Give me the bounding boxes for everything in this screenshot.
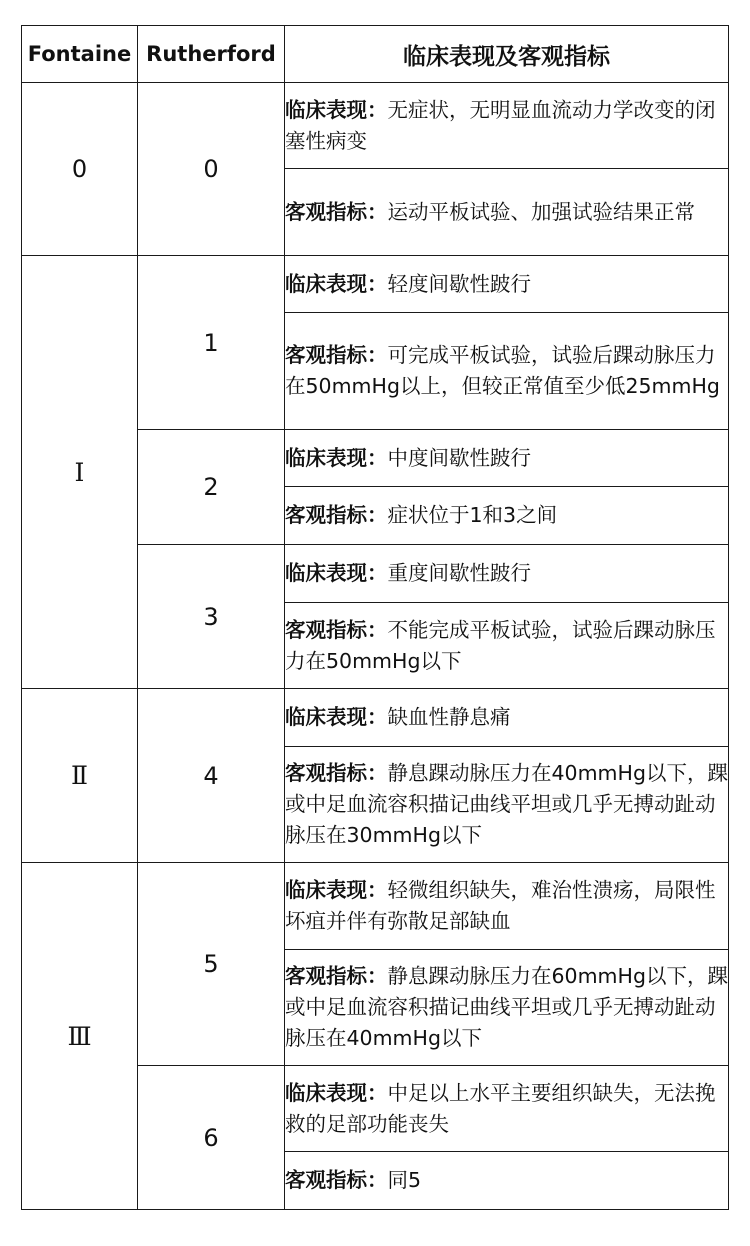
rutherford-grade: 6	[138, 1066, 285, 1210]
objective-cell	[285, 1152, 729, 1210]
objective-label: 客观指标：	[285, 617, 388, 642]
table-row	[22, 83, 729, 169]
fontaine-stage: Ⅲ	[22, 863, 138, 1210]
clinical-text: 轻微组织缺失，难治性溃疡，局限性坏疽并伴有弥散足部缺血	[285, 878, 716, 933]
clinical-cell	[285, 545, 729, 603]
clinical-label: 临床表现：	[285, 445, 388, 470]
clinical-cell	[285, 83, 729, 169]
clinical-cell	[285, 689, 729, 747]
rutherford-grade: 1	[138, 256, 285, 430]
classification-table	[21, 25, 729, 1210]
clinical-label: 临床表现：	[285, 705, 388, 729]
clinical-cell	[285, 1066, 729, 1152]
rutherford-grade: 4	[138, 689, 285, 863]
header-row	[22, 26, 729, 83]
clinical-text: 中度间歇性跛行	[387, 445, 531, 470]
table-row	[22, 863, 729, 950]
objective-text: 不能完成平板试验，试验后踝动脉压力在50mmHg以下	[285, 617, 716, 673]
objective-cell	[285, 487, 729, 545]
clinical-label: 临床表现：	[285, 1080, 388, 1105]
header-fontaine: Fontaine	[22, 26, 138, 83]
clinical-text: 重度间歇性跛行	[387, 561, 531, 585]
objective-text: 运动平板试验、加强试验结果正常	[387, 199, 695, 224]
objective-cell	[285, 169, 729, 256]
clinical-text: 中足以上水平主要组织缺失，无法挽救的足部功能丧失	[285, 1080, 716, 1136]
clinical-cell	[285, 863, 729, 950]
table-row	[22, 689, 729, 747]
clinical-label: 临床表现：	[285, 561, 388, 585]
objective-text: 可完成平板试验，试验后踝动脉压力在50mmHg以上，但较正常值至少低25mmHg	[285, 343, 720, 398]
objective-label: 客观指标：	[285, 964, 388, 988]
clinical-label: 临床表现：	[285, 271, 388, 296]
objective-label: 客观指标：	[285, 343, 388, 367]
objective-text: 静息踝动脉压力在60mmHg以下，踝或中足血流容积描记曲线平坦或几乎无搏动趾动脉压在40mmHg以下	[285, 964, 728, 1050]
objective-label: 客观指标：	[285, 1168, 388, 1192]
rutherford-grade: 3	[138, 545, 285, 689]
clinical-cell	[285, 430, 729, 487]
rutherford-grade: 2	[138, 430, 285, 545]
objective-text: 静息踝动脉压力在40mmHg以下，踝或中足血流容积描记曲线平坦或几乎无搏动趾动脉压在30mmHg以下	[285, 761, 728, 847]
objective-text: 症状位于1和3之间	[387, 503, 558, 527]
fontaine-stage: Ⅱ	[22, 689, 138, 863]
objective-label: 客观指标：	[285, 503, 388, 527]
clinical-text: 轻度间歇性跛行	[387, 271, 531, 296]
objective-text: 同5	[387, 1168, 422, 1192]
clinical-label: 临床表现：	[285, 878, 388, 902]
rutherford-grade: 5	[138, 863, 285, 1066]
objective-label: 客观指标：	[285, 761, 388, 785]
header-rutherford: Rutherford	[138, 26, 285, 83]
clinical-text: 无症状，无明显血流动力学改变的闭塞性病变	[285, 97, 716, 153]
objective-cell	[285, 747, 729, 863]
objective-cell	[285, 950, 729, 1066]
rutherford-grade: 0	[138, 83, 285, 256]
fontaine-stage: Ⅰ	[22, 256, 138, 689]
header-main: 临床表现及客观指标	[285, 26, 729, 83]
fontaine-stage: 0	[22, 83, 138, 256]
objective-label: 客观指标：	[285, 199, 388, 224]
clinical-label: 临床表现：	[285, 97, 388, 122]
clinical-text: 缺血性静息痛	[387, 705, 511, 729]
table-row	[22, 256, 729, 313]
objective-cell	[285, 603, 729, 689]
objective-cell	[285, 313, 729, 430]
clinical-cell	[285, 256, 729, 313]
